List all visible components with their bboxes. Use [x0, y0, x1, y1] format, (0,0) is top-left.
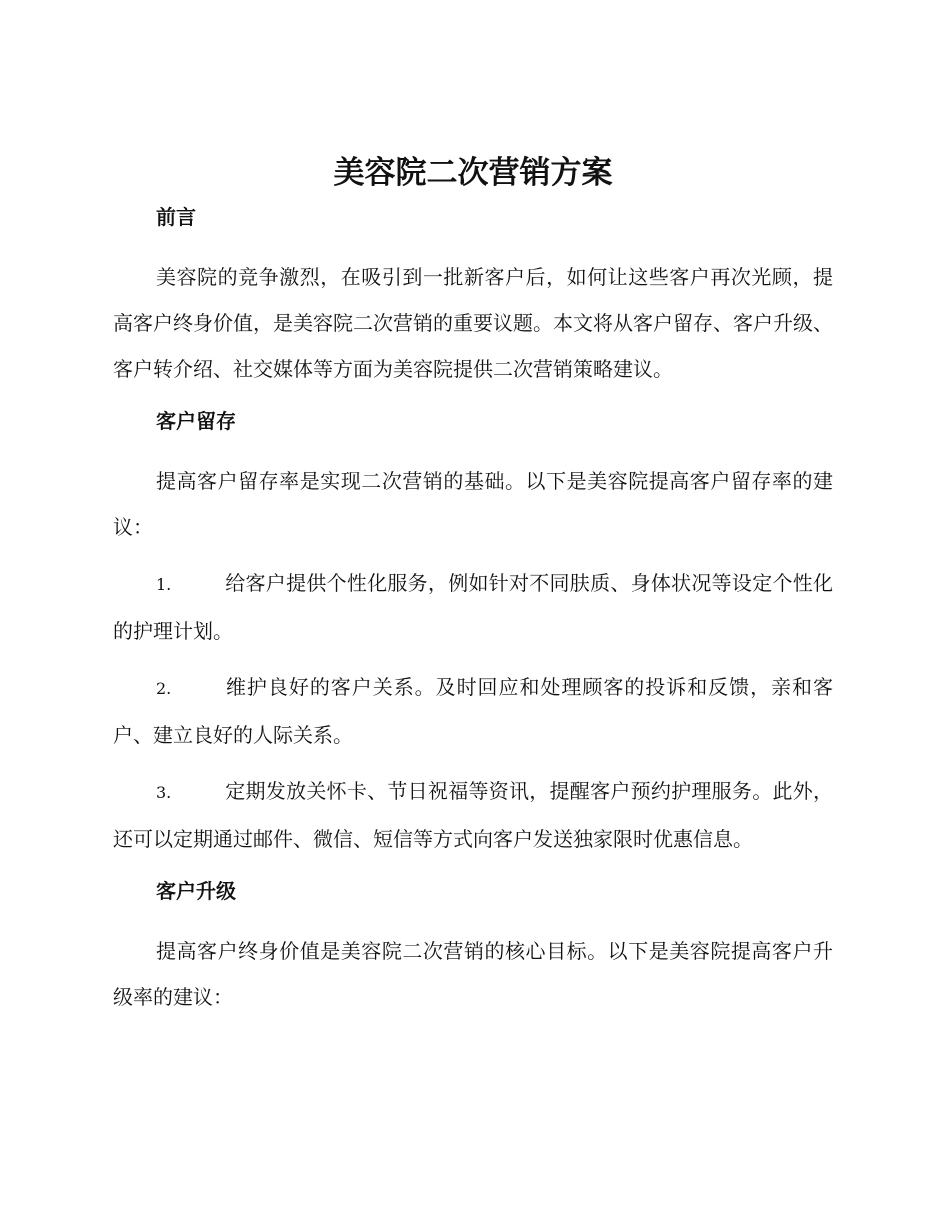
list-number: 1.	[156, 575, 172, 594]
list-item-text: 给客户提供个性化服务，例如针对不同肤质、身体状况等设定个性化的护理计划。	[113, 571, 833, 643]
document-body	[113, 150, 833, 1030]
paragraph: 美容院的竞争激烈，在吸引到一批新客户后，如何让这些客户再次光顾，提高客户终身价值，是美容院二次营销的重要议题。本文将从客户留存、客户升级、客户转介绍、社交媒体等方面为美容院提供二次营销策略建议。	[113, 265, 833, 381]
list-item	[113, 664, 833, 758]
section-heading: 前言	[156, 205, 196, 229]
section-preface	[113, 202, 833, 392]
list-item	[113, 768, 833, 862]
list-number: 2.	[156, 679, 172, 698]
section-customer-upgrade	[113, 876, 833, 1020]
list-item	[113, 560, 833, 654]
section-heading: 客户留存	[156, 409, 236, 433]
list-item-text: 维护良好的客户关系。及时回应和处理顾客的投诉和反馈，亲和客户、建立良好的人际关系。	[113, 675, 833, 747]
paragraph: 提高客户留存率是实现二次营销的基础。以下是美容院提高客户留存率的建议：	[113, 469, 833, 539]
paragraph: 提高客户终身价值是美容院二次营销的核心目标。以下是美容院提高客户升级率的建议：	[113, 939, 833, 1009]
section-customer-retention	[113, 406, 833, 862]
list-item-text: 定期发放关怀卡、节日祝福等资讯，提醒客户预约护理服务。此外，还可以定期通过邮件、微信、短信等方式向客户发送独家限时优惠信息。	[113, 779, 833, 851]
section-heading: 客户升级	[156, 879, 236, 903]
list-number: 3.	[156, 783, 172, 802]
document-title: 美容院二次营销方案	[333, 155, 613, 191]
